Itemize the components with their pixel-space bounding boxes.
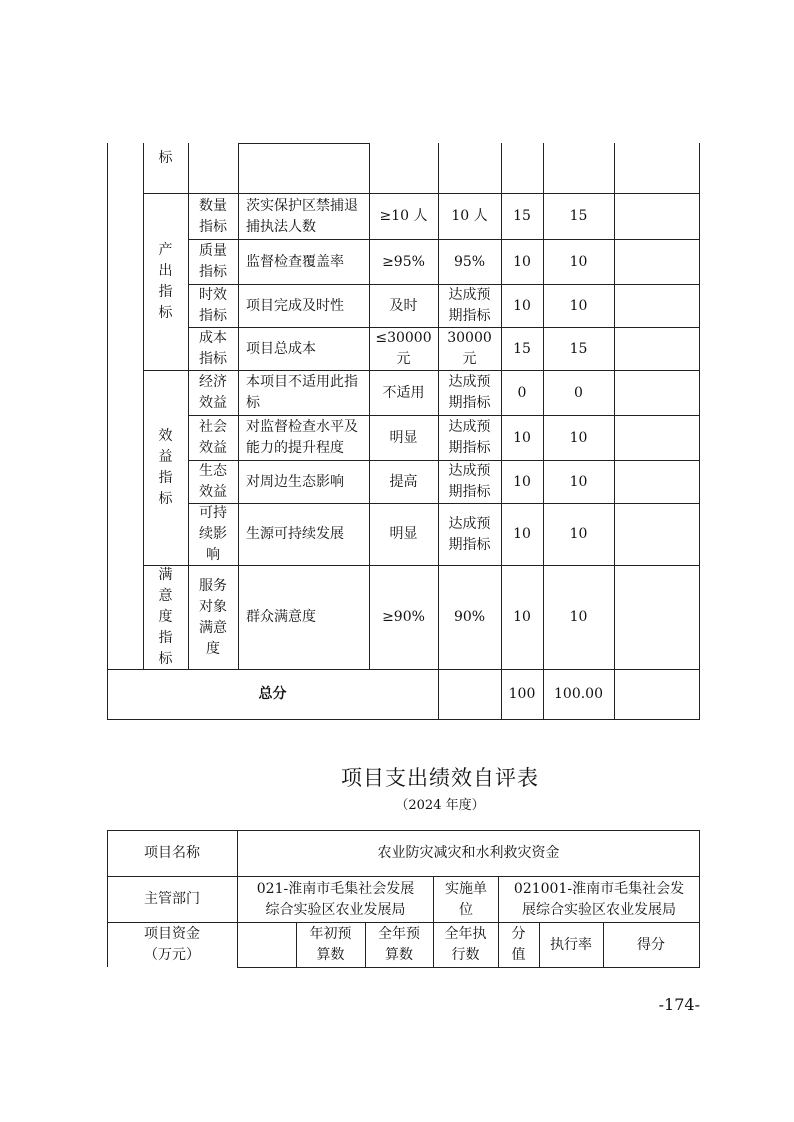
indicator-name-cell: 对周边生态影响 — [246, 473, 344, 490]
total-label: 总分 — [258, 686, 287, 702]
actual-value-cell: 达成预 期指标 — [448, 287, 491, 324]
target-value-cell: 不适用 — [382, 384, 425, 401]
target-value-cell: ≤30000 元 — [375, 330, 432, 367]
indicator-name-cell: 对监督检查水平及 能力的提升程度 — [246, 419, 358, 456]
fund-header-execution-rate: 执行率 — [550, 936, 592, 953]
impl-unit-value: 021001-淮南市毛集社会发 展综合实验区农业发展局 — [513, 880, 685, 918]
indicator-name-cell: 生源可持续发展 — [246, 526, 344, 542]
score-cell: 10 — [569, 429, 588, 446]
target-value-cell: 明显 — [389, 429, 418, 446]
impl-unit-label: 实施单 位 — [445, 880, 487, 918]
actual-value-cell: 95% — [453, 253, 486, 270]
weight-cell: 15 — [513, 340, 531, 357]
fund-header-score: 得分 — [637, 936, 665, 953]
actual-value-cell: 达成预 期指标 — [448, 515, 491, 553]
actual-value-cell: 30000 元 — [447, 330, 492, 367]
weight-cell: 10 — [513, 253, 531, 270]
indicator-name-cell: 项目完成及时性 — [246, 297, 344, 314]
fund-header-annual-executed: 全年执 行数 — [444, 926, 487, 963]
score-cell: 15 — [569, 208, 588, 224]
subcategory-cell: 社会 效益 — [199, 419, 227, 456]
target-value-cell: 明显 — [389, 526, 418, 542]
target-value-cell: 及时 — [389, 297, 418, 314]
document-title: 项目支出绩效自评表 — [341, 766, 539, 790]
benefit-category-label: 效 益 指 标 — [158, 428, 173, 507]
score-cell: 0 — [574, 384, 583, 401]
score-cell: 10 — [569, 526, 588, 542]
indicator-name-cell: 监督检查覆盖率 — [246, 253, 344, 270]
subcategory-cell: 可持 续影 响 — [199, 505, 227, 563]
indicator-name-cell: 群众满意度 — [246, 609, 316, 625]
score-cell: 10 — [569, 297, 588, 314]
document-year: （2024 年度） — [395, 798, 485, 813]
fund-header-initial-budget: 年初预 算数 — [309, 926, 352, 963]
subcategory-cell: 经济 效益 — [199, 374, 227, 411]
indicator-name-cell: 茨实保护区禁捕退 捕执法人数 — [246, 197, 358, 235]
subcategory-cell: 成本 指标 — [199, 330, 227, 367]
weight-cell: 10 — [513, 473, 531, 490]
weight-cell: 10 — [513, 429, 531, 446]
target-value-cell: 提高 — [389, 473, 418, 490]
weight-cell: 10 — [513, 609, 531, 625]
actual-value-cell: 90% — [453, 609, 486, 625]
actual-value-cell: 达成预 期指标 — [448, 374, 491, 411]
weight-cell: 10 — [513, 526, 531, 542]
weight-cell: 0 — [517, 384, 527, 401]
target-value-cell: ≥95% — [382, 253, 425, 270]
indicator-name-cell: 本项目不适用此指 标 — [246, 374, 358, 411]
satisfaction-category-label: 满 意 度 指 标 — [158, 567, 173, 667]
score-cell: 15 — [569, 340, 588, 357]
weight-cell: 15 — [513, 208, 531, 224]
score-cell: 10 — [569, 253, 588, 270]
subcategory-cell: 生态 效益 — [199, 463, 227, 500]
subcategory-cell: 质量 指标 — [199, 243, 227, 280]
page-number: -174- — [658, 995, 700, 1014]
project-name-label: 项目名称 — [144, 845, 200, 861]
total-score: 100.00 — [554, 686, 603, 702]
indicator-name-cell: 项目总成本 — [246, 340, 316, 357]
category-label-tail: 标 — [158, 149, 173, 166]
fund-header-weight: 分 值 — [511, 926, 526, 963]
subcategory-cell: 数量 指标 — [199, 197, 227, 235]
score-cell: 10 — [569, 609, 588, 625]
actual-value-cell: 10 人 — [451, 208, 488, 224]
target-value-cell: ≥90% — [382, 609, 425, 625]
weight-cell: 10 — [513, 297, 531, 314]
dept-label: 主管部门 — [144, 891, 200, 907]
total-weight: 100 — [508, 686, 536, 702]
output-category-label: 产 出 指 标 — [158, 242, 173, 321]
fund-header-annual-budget: 全年预 算数 — [378, 926, 420, 963]
actual-value-cell: 达成预 期指标 — [448, 463, 491, 500]
target-value-cell: ≥10 人 — [379, 208, 428, 224]
actual-value-cell: 达成预 期指标 — [448, 419, 491, 456]
fund-label: 项目资金 （万元） — [144, 926, 200, 963]
dept-value: 021-淮南市毛集社会发展 综合实验区农业发展局 — [256, 880, 415, 918]
project-name-value: 农业防灾减灾和水利救灾资金 — [377, 845, 560, 861]
subcategory-cell: 服务 对象 满意 度 — [199, 577, 227, 657]
score-cell: 10 — [569, 473, 588, 490]
subcategory-cell: 时效 指标 — [199, 287, 227, 324]
